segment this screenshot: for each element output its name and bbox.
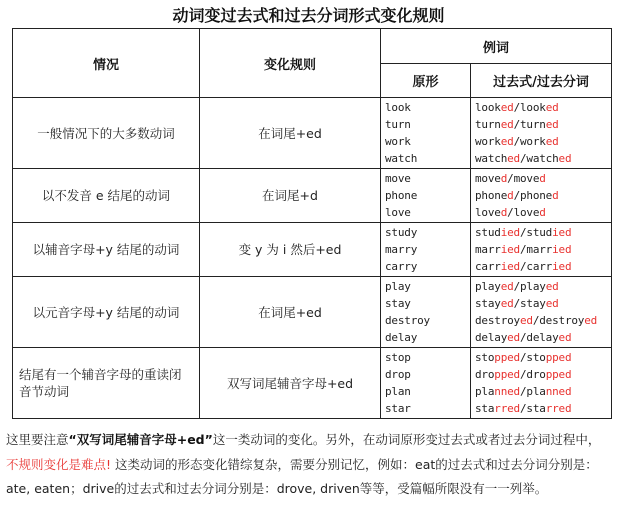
past-word: [475, 241, 611, 258]
word-stem: /delay: [519, 331, 559, 344]
word-stem: /watch: [519, 152, 559, 165]
suffix-highlight: ed: [558, 152, 572, 165]
word-stem: work: [475, 135, 501, 148]
suffix-highlight: ed: [545, 297, 559, 310]
suffix-highlight: rred: [494, 402, 520, 415]
base-word: carry: [385, 260, 418, 273]
suffix-highlight: ed: [500, 118, 514, 131]
suffix-highlight: ed: [500, 297, 514, 310]
header-situation: 情况: [13, 29, 200, 98]
word-stem: /stud: [519, 226, 553, 239]
base-word: marry: [385, 243, 418, 256]
base-form-cell: [381, 169, 471, 223]
suffix-highlight: ed: [545, 118, 559, 131]
emphasis-text: “双写词尾辅音字母+ed”: [68, 432, 213, 447]
suffix-highlight: ed: [500, 101, 514, 114]
past-word: [475, 400, 611, 417]
suffix-highlight: d: [500, 206, 508, 219]
situation-cell: 以不发音 e 结尾的动词: [13, 169, 200, 223]
base-form-cell: [381, 223, 471, 277]
base-form-cell: [381, 348, 471, 419]
past-word: [475, 295, 611, 312]
header-base: 原形: [381, 64, 471, 98]
word-stem: /love: [507, 206, 540, 219]
word-stem: /work: [513, 135, 546, 148]
suffix-highlight: ied: [552, 243, 572, 256]
base-word: work: [385, 135, 411, 148]
word-stem: sta: [475, 402, 495, 415]
suffix-highlight: ed: [545, 135, 559, 148]
word-stem: turn: [475, 118, 501, 131]
rule-cell: 在词尾+d: [200, 169, 381, 223]
word-stem: stud: [475, 226, 501, 239]
past-form-cell: [471, 169, 612, 223]
highlight-text: 不规则变化是难点!: [6, 456, 112, 472]
base-word: play: [385, 280, 411, 293]
suffix-highlight: rred: [545, 402, 572, 415]
word-stem: carr: [475, 260, 501, 273]
past-word: [475, 383, 611, 400]
past-word: [475, 278, 611, 295]
base-word: plan: [385, 385, 411, 398]
suffix-highlight: d: [500, 172, 508, 185]
paragraph-text: 这类动词的形态变化错综复杂，需要分别记忆，例如：eat的过去式和过去分词分别是：ate, eaten；drive的过去式和过去分词分别是：drove, driven等等，受篇幅所限没有一一列举。: [6, 456, 598, 496]
suffix-highlight: d: [539, 172, 546, 185]
suffix-highlight: ed: [584, 314, 598, 327]
suffix-highlight: ed: [507, 331, 520, 344]
header-rule: 变化规则: [200, 29, 381, 98]
rule-cell: 双写词尾辅音字母+ed: [200, 348, 381, 419]
past-word: [475, 312, 611, 329]
base-word: study: [385, 226, 418, 239]
past-word: [475, 258, 611, 275]
suffix-highlight: ed: [507, 152, 520, 165]
suffix-highlight: ied: [500, 260, 520, 273]
suffix-highlight: pped: [545, 368, 572, 381]
suffix-highlight: ed: [500, 280, 514, 293]
word-stem: love: [475, 206, 501, 219]
base-word: phone: [385, 189, 418, 202]
past-word: [475, 133, 611, 150]
word-stem: dro: [475, 368, 495, 381]
suffix-highlight: pped: [494, 368, 520, 381]
suffix-highlight: nned: [545, 385, 572, 398]
suffix-highlight: d: [539, 206, 546, 219]
base-word: star: [385, 402, 411, 415]
header-past: 过去式/过去分词: [471, 64, 612, 98]
suffix-highlight: d: [507, 189, 514, 202]
suffix-highlight: ed: [500, 135, 514, 148]
word-stem: /pla: [519, 385, 546, 398]
past-form-cell: [471, 277, 612, 348]
base-word: turn: [385, 118, 411, 131]
base-word: watch: [385, 152, 418, 165]
word-stem: phone: [475, 189, 508, 202]
word-stem: /phone: [513, 189, 553, 202]
word-stem: /move: [507, 172, 540, 185]
word-stem: sto: [475, 351, 495, 364]
past-form-cell: [471, 223, 612, 277]
paragraph-text: 这一类动词的变化。另外，在动词原形变过去式或者过去分词过程中，: [212, 432, 601, 447]
base-word: look: [385, 101, 411, 114]
verb-rules-table: [12, 28, 612, 419]
past-word: [475, 349, 611, 366]
page-title: 动词变过去式和过去分词形式变化规则: [172, 6, 445, 25]
past-word: [475, 150, 611, 167]
suffix-highlight: pped: [494, 351, 520, 364]
word-stem: /destroy: [532, 314, 585, 327]
paragraph-text: 这里要注意: [6, 432, 69, 447]
word-stem: /sta: [519, 402, 546, 415]
word-stem: /dro: [519, 368, 546, 381]
word-stem: watch: [475, 152, 508, 165]
table-row: [13, 277, 612, 348]
word-stem: move: [475, 172, 501, 185]
rule-cell: 在词尾+ed: [200, 277, 381, 348]
note-paragraph: [6, 428, 612, 502]
suffix-highlight: ed: [558, 331, 572, 344]
word-stem: destroy: [475, 314, 520, 327]
situation-cell: 一般情况下的大多数动词: [13, 98, 200, 169]
table-body: [13, 98, 612, 419]
word-stem: /carr: [519, 260, 553, 273]
base-word: drop: [385, 368, 411, 381]
suffix-highlight: ied: [552, 226, 572, 239]
word-stem: look: [475, 101, 501, 114]
word-stem: play: [475, 280, 501, 293]
table-row: [13, 169, 612, 223]
past-word: [475, 224, 611, 241]
base-word: stay: [385, 297, 411, 310]
situation-cell: 以元音字母+y 结尾的动词: [13, 277, 200, 348]
word-stem: /turn: [513, 118, 546, 131]
suffix-highlight: ed: [519, 314, 533, 327]
suffix-highlight: pped: [545, 351, 572, 364]
word-stem: stay: [475, 297, 501, 310]
past-word: [475, 187, 611, 204]
past-word: [475, 116, 611, 133]
word-stem: delay: [475, 331, 508, 344]
suffix-highlight: d: [552, 189, 559, 202]
header-examples: 例词: [381, 29, 612, 64]
word-stem: /play: [513, 280, 546, 293]
past-form-cell: [471, 98, 612, 169]
base-word: delay: [385, 331, 418, 344]
past-word: [475, 366, 611, 383]
past-word: [475, 99, 611, 116]
table-row: [13, 348, 612, 419]
suffix-highlight: nned: [494, 385, 520, 398]
base-word: move: [385, 172, 411, 185]
word-stem: marr: [475, 243, 501, 256]
word-stem: /sto: [519, 351, 546, 364]
base-form-cell: [381, 277, 471, 348]
past-word: [475, 204, 611, 221]
word-stem: pla: [475, 385, 495, 398]
suffix-highlight: ed: [545, 280, 559, 293]
situation-cell: 以辅音字母+y 结尾的动词: [13, 223, 200, 277]
suffix-highlight: ed: [545, 101, 559, 114]
suffix-highlight: ied: [500, 226, 520, 239]
past-form-cell: [471, 348, 612, 419]
situation-cell: 结尾有一个辅音字母的重读闭音节动词: [13, 348, 200, 419]
word-stem: /stay: [513, 297, 546, 310]
suffix-highlight: ied: [552, 260, 572, 273]
word-stem: /look: [513, 101, 546, 114]
base-word: destroy: [385, 314, 430, 327]
base-word: stop: [385, 351, 411, 364]
base-form-cell: [381, 98, 471, 169]
past-word: [475, 170, 611, 187]
table-row: [13, 223, 612, 277]
past-word: [475, 329, 611, 346]
word-stem: /marr: [519, 243, 553, 256]
suffix-highlight: ied: [500, 243, 520, 256]
rule-cell: 变 y 为 i 然后+ed: [200, 223, 381, 277]
rule-cell: 在词尾+ed: [200, 98, 381, 169]
base-word: love: [385, 206, 411, 219]
table-row: [13, 98, 612, 169]
